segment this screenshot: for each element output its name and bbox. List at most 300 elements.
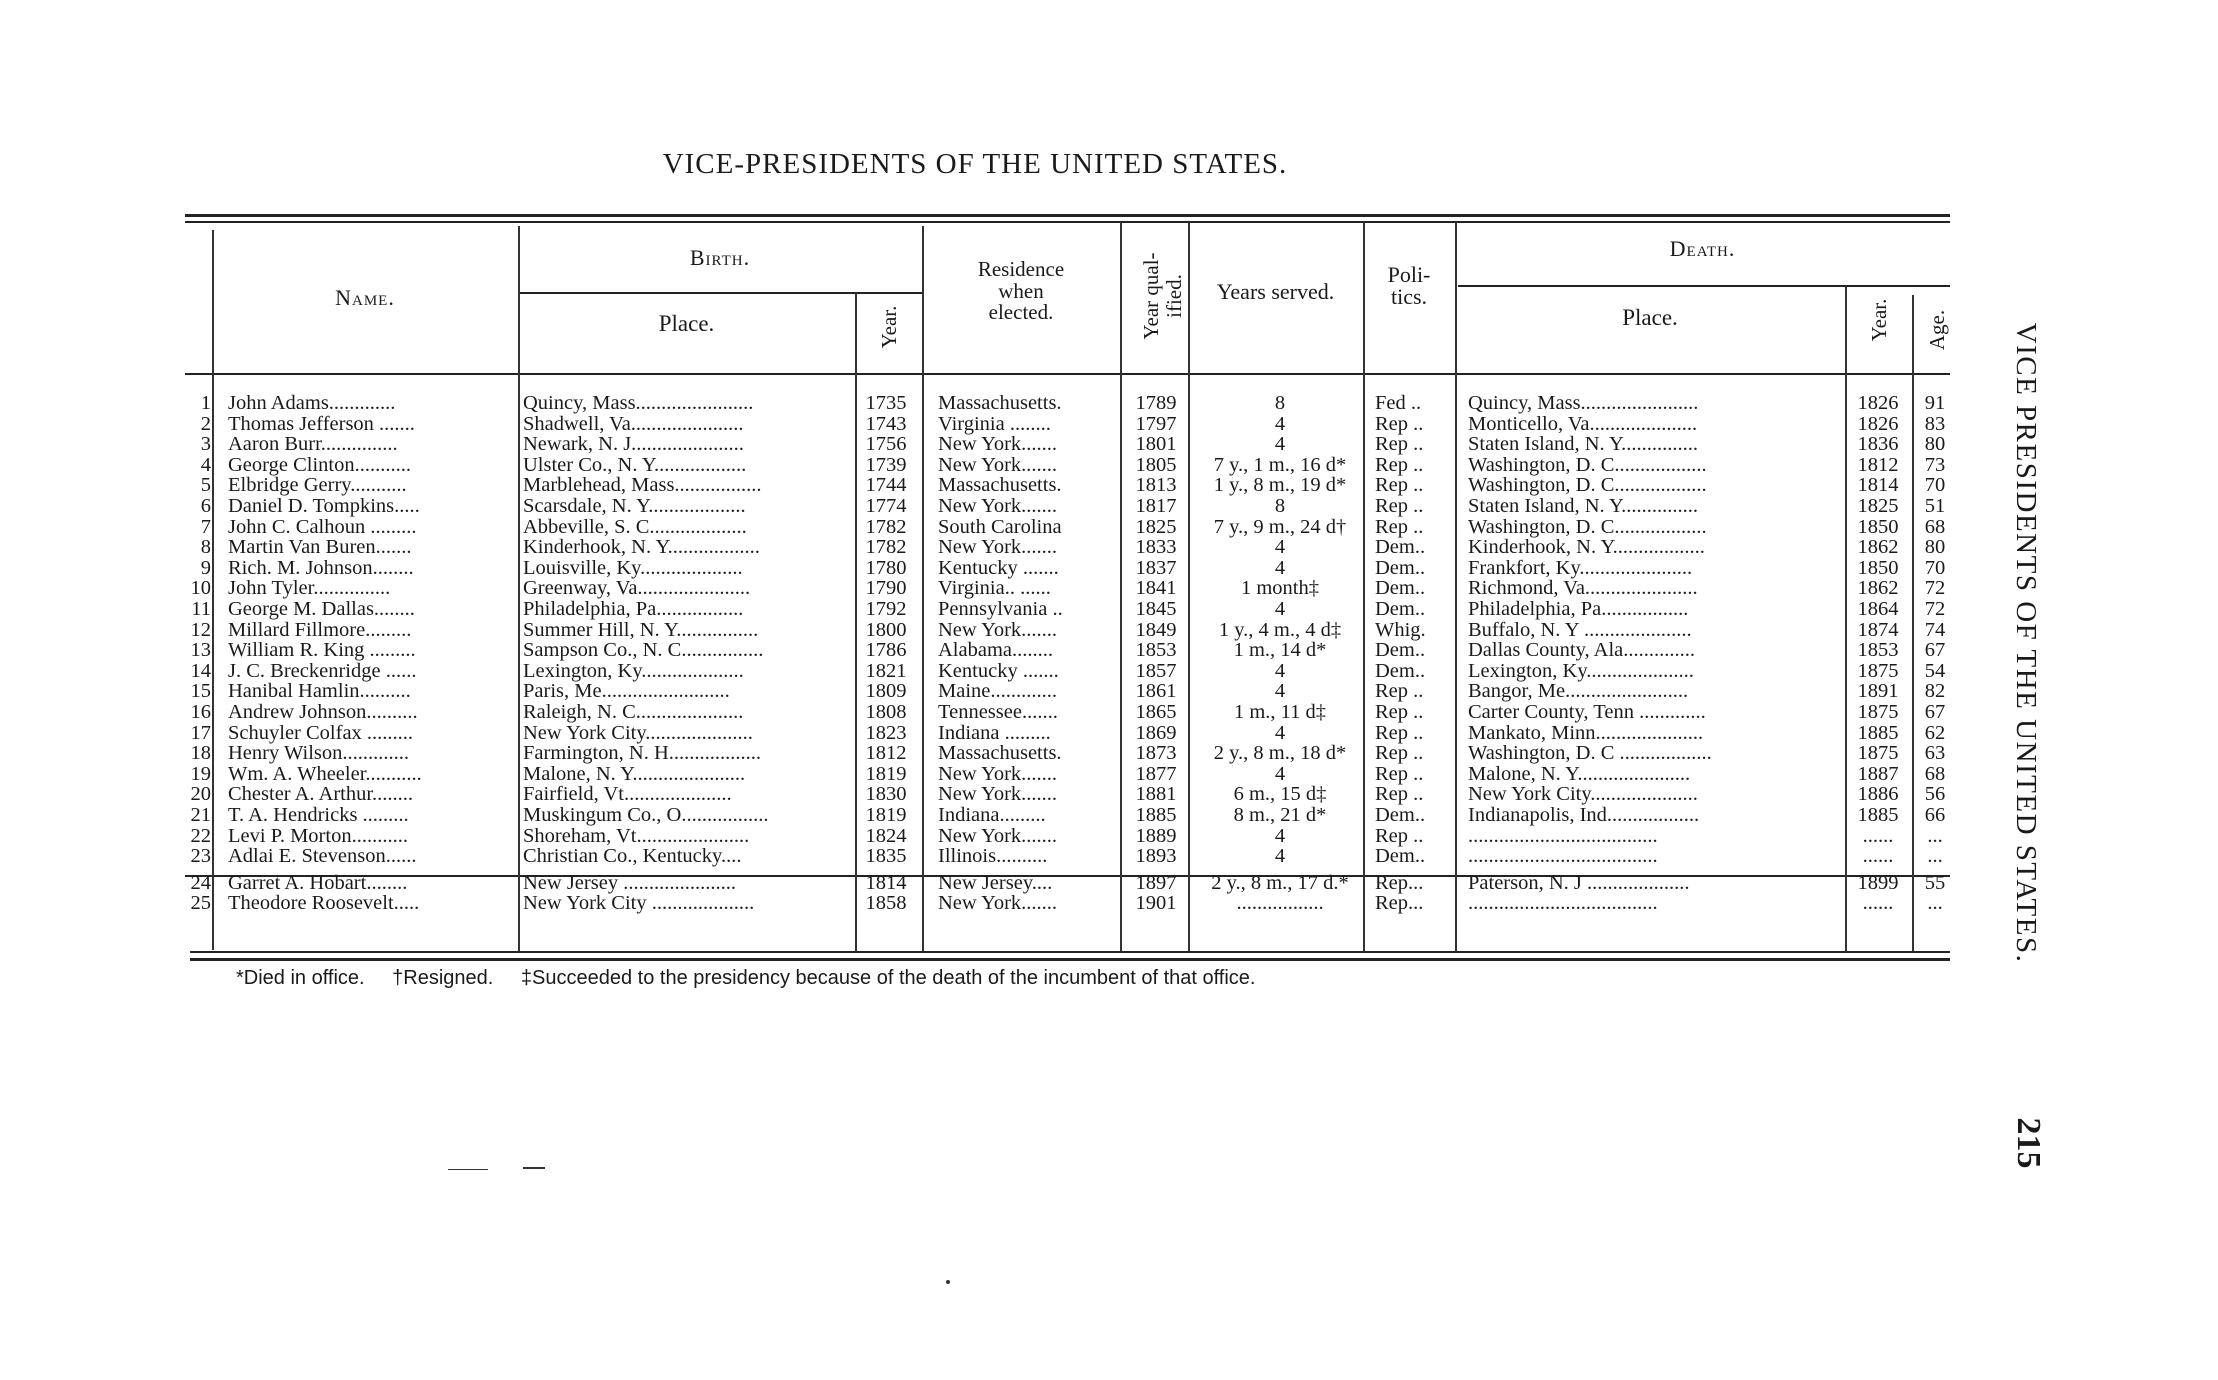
death-place: Frankfort, Ky...................... bbox=[1468, 557, 1693, 579]
birth-place: Philadelphia, Pa................. bbox=[523, 599, 744, 620]
birth-place: New York City..................... bbox=[523, 722, 753, 744]
birth-place: Paris, Me......................... bbox=[523, 681, 730, 703]
table-row bbox=[0, 414, 1960, 435]
table-row bbox=[0, 764, 1960, 785]
age-at-death: 74 bbox=[1924, 619, 1946, 641]
death-place: Washington, D. C.................. bbox=[1468, 475, 1707, 497]
year-qualified: 1885 bbox=[1135, 805, 1177, 826]
years-served: 4 bbox=[1274, 557, 1286, 579]
row-number: 9 bbox=[200, 557, 211, 579]
birth-place: Raleigh, N. C..................... bbox=[523, 702, 744, 723]
death-year: 1875 bbox=[1857, 702, 1899, 723]
row-number: 24 bbox=[190, 872, 211, 894]
politics: Rep... bbox=[1375, 893, 1424, 915]
residence: New York....... bbox=[938, 784, 1058, 806]
age-at-death: 51 bbox=[1924, 496, 1946, 517]
age-at-death: ... bbox=[1927, 825, 1943, 847]
residence: New York....... bbox=[938, 763, 1058, 785]
death-year: 1826 bbox=[1857, 413, 1899, 435]
year-qualified: 1849 bbox=[1135, 619, 1177, 641]
age-at-death: 80 bbox=[1924, 537, 1946, 559]
row-number: 20 bbox=[190, 784, 211, 806]
header-year-qualified-1: Year qual- bbox=[1139, 252, 1163, 340]
age-at-death: 56 bbox=[1924, 784, 1946, 806]
vp-name: John Adams............. bbox=[228, 393, 396, 414]
death-place: Richmond, Va...................... bbox=[1468, 578, 1698, 600]
death-place: Philadelphia, Pa................. bbox=[1468, 599, 1689, 620]
birth-year: 1744 bbox=[865, 475, 907, 497]
table-row bbox=[0, 496, 1960, 517]
table-row bbox=[0, 743, 1960, 764]
residence: New York....... bbox=[938, 619, 1058, 641]
table-row bbox=[0, 434, 1960, 455]
header-death: Death. bbox=[1669, 236, 1736, 261]
death-year: 1864 bbox=[1857, 599, 1899, 620]
vp-name: Hanibal Hamlin.......... bbox=[228, 681, 411, 703]
header-bottom-rule bbox=[185, 373, 1950, 375]
vp-name: Garret A. Hobart........ bbox=[228, 872, 408, 894]
birth-year: 1835 bbox=[865, 846, 907, 868]
years-served: 4 bbox=[1274, 434, 1286, 456]
row-number: 14 bbox=[190, 660, 211, 682]
footnotes bbox=[236, 967, 1256, 990]
age-at-death: 83 bbox=[1924, 413, 1946, 435]
death-year: 1814 bbox=[1857, 475, 1899, 497]
residence: New York....... bbox=[938, 496, 1058, 517]
politics: Rep .. bbox=[1375, 434, 1424, 456]
vp-name: Schuyler Colfax ......... bbox=[228, 722, 414, 744]
table-row bbox=[0, 599, 1960, 620]
death-place: ..................................... bbox=[1468, 893, 1658, 915]
birth-place: Scarsdale, N. Y................... bbox=[523, 496, 746, 517]
table-row bbox=[0, 702, 1960, 723]
birth-place: Lexington, Ky.................... bbox=[523, 660, 744, 682]
birth-place: Greenway, Va...................... bbox=[523, 578, 751, 600]
birth-place: Christian Co., Kentucky.... bbox=[523, 846, 742, 868]
header-year-qualified-2: ified. bbox=[1162, 274, 1186, 318]
row-number: 3 bbox=[200, 434, 211, 456]
birth-place: Ulster Co., N. Y.................. bbox=[523, 454, 747, 476]
politics: Fed .. bbox=[1375, 393, 1422, 414]
age-at-death: 72 bbox=[1924, 578, 1946, 600]
years-served: 4 bbox=[1274, 413, 1286, 435]
age-at-death: 68 bbox=[1924, 516, 1946, 538]
birth-year: 1824 bbox=[865, 825, 907, 847]
vp-name: Theodore Roosevelt..... bbox=[228, 893, 420, 915]
years-served: 4 bbox=[1274, 599, 1286, 620]
row-number: 11 bbox=[191, 599, 211, 620]
birth-place: Shoreham, Vt...................... bbox=[523, 825, 750, 847]
vp-name: Aaron Burr............... bbox=[228, 434, 398, 456]
year-qualified: 1861 bbox=[1135, 681, 1177, 703]
table-row bbox=[0, 393, 1960, 414]
years-served: 2 y., 8 m., 18 d* bbox=[1213, 743, 1347, 765]
years-served: 6 m., 15 d‡ bbox=[1233, 784, 1327, 806]
row-number: 22 bbox=[190, 825, 211, 847]
header-politics-line1: Poli- bbox=[1387, 262, 1431, 287]
politics: Rep .. bbox=[1375, 763, 1424, 785]
year-qualified: 1841 bbox=[1135, 578, 1177, 600]
residence: New Jersey.... bbox=[938, 872, 1053, 894]
vp-name: Daniel D. Tompkins..... bbox=[228, 496, 420, 517]
politics: Dem.. bbox=[1375, 640, 1426, 662]
birth-place: Marblehead, Mass................. bbox=[523, 475, 762, 497]
years-served: 4 bbox=[1274, 660, 1286, 682]
politics: Rep .. bbox=[1375, 681, 1424, 703]
politics: Dem.. bbox=[1375, 557, 1426, 579]
age-at-death: 66 bbox=[1924, 805, 1946, 826]
header-birth-year: Year. bbox=[877, 305, 901, 349]
table-row bbox=[0, 620, 1960, 641]
vp-name: John C. Calhoun ......... bbox=[228, 516, 417, 538]
vp-name: Levi P. Morton........... bbox=[228, 825, 408, 847]
birth-place: Farmington, N. H.................. bbox=[523, 743, 762, 765]
header-birth-place: Place. bbox=[658, 311, 715, 336]
vp-name: Martin Van Buren....... bbox=[228, 537, 412, 559]
death-year: 1885 bbox=[1857, 722, 1899, 744]
years-served: 4 bbox=[1274, 763, 1286, 785]
birth-year: 1792 bbox=[865, 599, 907, 620]
residence: South Carolina bbox=[938, 516, 1062, 538]
politics: Rep .. bbox=[1375, 784, 1424, 806]
death-place: Dallas County, Ala.............. bbox=[1468, 640, 1696, 662]
vp-name: Millard Fillmore......... bbox=[228, 619, 412, 641]
residence: Indiana......... bbox=[938, 805, 1046, 826]
years-served: 4 bbox=[1274, 681, 1286, 703]
politics: Dem.. bbox=[1375, 846, 1426, 868]
table-row bbox=[0, 640, 1960, 661]
age-at-death: 62 bbox=[1924, 722, 1946, 744]
age-at-death: 70 bbox=[1924, 475, 1946, 497]
birth-year: 1735 bbox=[865, 393, 907, 414]
politics: Rep .. bbox=[1375, 413, 1424, 435]
birth-year: 1814 bbox=[865, 872, 907, 894]
birth-year: 1812 bbox=[865, 743, 907, 765]
years-served: 8 bbox=[1274, 496, 1286, 517]
death-place: Buffalo, N. Y ..................... bbox=[1468, 619, 1692, 641]
footnote-succeeded: ‡Succeeded to the presidency because of the death of the incumbent of that office. bbox=[520, 967, 1256, 989]
birth-place: Newark, N. J...................... bbox=[523, 434, 744, 456]
age-at-death: 70 bbox=[1924, 557, 1946, 579]
death-place: Lexington, Ky..................... bbox=[1468, 660, 1694, 682]
row-number: 10 bbox=[190, 578, 211, 600]
table-row bbox=[0, 681, 1960, 702]
year-qualified: 1877 bbox=[1135, 763, 1177, 785]
stray-mark-2 bbox=[523, 1167, 545, 1169]
politics: Dem.. bbox=[1375, 537, 1426, 559]
age-at-death: 68 bbox=[1924, 763, 1946, 785]
row-number: 21 bbox=[190, 805, 211, 826]
vp-name: Andrew Johnson.......... bbox=[228, 702, 418, 723]
years-served: 7 y., 1 m., 16 d* bbox=[1213, 454, 1347, 476]
death-year: ...... bbox=[1862, 825, 1894, 847]
table-row bbox=[0, 805, 1960, 826]
death-place: Washington, D. C.................. bbox=[1468, 516, 1707, 538]
year-qualified: 1893 bbox=[1135, 846, 1177, 868]
death-year: 1887 bbox=[1857, 763, 1899, 785]
page-number-text: 215 bbox=[2010, 1117, 2047, 1169]
vp-name: Rich. M. Johnson........ bbox=[228, 557, 414, 579]
birth-place: Summer Hill, N. Y................ bbox=[523, 619, 759, 641]
table-row bbox=[0, 661, 1960, 682]
year-qualified: 1901 bbox=[1135, 893, 1177, 915]
death-place: Staten Island, N. Y............... bbox=[1468, 496, 1699, 517]
death-place: Quincy, Mass....................... bbox=[1468, 393, 1699, 414]
year-qualified: 1873 bbox=[1135, 743, 1177, 765]
age-at-death: 80 bbox=[1924, 434, 1946, 456]
death-year: 1891 bbox=[1857, 681, 1899, 703]
residence: Maine............. bbox=[938, 681, 1057, 703]
birth-year: 1782 bbox=[865, 516, 907, 538]
page-number bbox=[2002, 1118, 2052, 1168]
bottom-rule bbox=[190, 951, 1950, 953]
year-qualified: 1789 bbox=[1135, 393, 1177, 414]
year-qualified: 1801 bbox=[1135, 434, 1177, 456]
row-number: 8 bbox=[200, 537, 211, 559]
birth-year: 1780 bbox=[865, 557, 907, 579]
top-rule bbox=[185, 214, 1950, 217]
vp-name: Thomas Jefferson ....... bbox=[228, 413, 415, 435]
age-at-death: 63 bbox=[1924, 743, 1946, 765]
row-number: 5 bbox=[200, 475, 211, 497]
header-birth: Birth. bbox=[689, 245, 751, 270]
row-number: 6 bbox=[200, 496, 211, 517]
death-year: 1836 bbox=[1857, 434, 1899, 456]
row-number: 17 bbox=[190, 722, 211, 744]
birth-year: 1739 bbox=[865, 454, 907, 476]
death-year: 1850 bbox=[1857, 557, 1899, 579]
birth-year: 1782 bbox=[865, 537, 907, 559]
death-year: ...... bbox=[1862, 893, 1894, 915]
residence: New York....... bbox=[938, 454, 1058, 476]
age-at-death: 82 bbox=[1924, 681, 1946, 703]
years-served: 4 bbox=[1274, 846, 1286, 868]
politics: Rep .. bbox=[1375, 743, 1424, 765]
death-place: Washington, D. C .................. bbox=[1468, 743, 1712, 765]
table-row bbox=[0, 455, 1960, 476]
politics: Dem.. bbox=[1375, 599, 1426, 620]
years-served: 1 m., 14 d* bbox=[1233, 640, 1327, 662]
table-row bbox=[0, 784, 1960, 805]
birth-year: 1819 bbox=[865, 805, 907, 826]
years-served: 7 y., 9 m., 24 d† bbox=[1213, 516, 1347, 538]
header-residence-line2: when bbox=[998, 279, 1044, 303]
death-place: ..................................... bbox=[1468, 846, 1658, 868]
birth-year: 1821 bbox=[865, 660, 907, 682]
years-served: 8 m., 21 d* bbox=[1233, 805, 1327, 826]
table-row bbox=[0, 846, 1960, 867]
residence: New York....... bbox=[938, 537, 1058, 559]
politics: Rep .. bbox=[1375, 702, 1424, 723]
age-at-death: ... bbox=[1927, 846, 1943, 868]
year-qualified: 1869 bbox=[1135, 722, 1177, 744]
residence: Tennessee....... bbox=[938, 702, 1058, 723]
vp-name: George Clinton........... bbox=[228, 454, 411, 476]
header-name: Name. bbox=[335, 285, 395, 310]
vp-name: Wm. A. Wheeler........... bbox=[228, 763, 422, 785]
death-year: 1875 bbox=[1857, 743, 1899, 765]
birth-year: 1790 bbox=[865, 578, 907, 600]
table-row bbox=[0, 893, 1960, 914]
table-row bbox=[0, 475, 1960, 496]
birth-year: 1830 bbox=[865, 784, 907, 806]
year-qualified: 1857 bbox=[1135, 660, 1177, 682]
year-qualified: 1853 bbox=[1135, 640, 1177, 662]
row-number: 7 bbox=[200, 516, 211, 538]
death-year: 1812 bbox=[1857, 454, 1899, 476]
death-place: ..................................... bbox=[1468, 825, 1658, 847]
birth-place: New Jersey ...................... bbox=[523, 872, 736, 894]
death-place: Monticello, Va..................... bbox=[1468, 413, 1698, 435]
death-place: Bangor, Me........................ bbox=[1468, 681, 1689, 703]
year-qualified: 1817 bbox=[1135, 496, 1177, 517]
year-qualified: 1825 bbox=[1135, 516, 1177, 538]
death-place: Indianapolis, Ind.................. bbox=[1468, 805, 1700, 826]
table-row bbox=[0, 723, 1960, 744]
death-place: Mankato, Minn..................... bbox=[1468, 722, 1704, 744]
table-row bbox=[0, 873, 1960, 894]
birth-place: Quincy, Mass....................... bbox=[523, 393, 754, 414]
years-served: 4 bbox=[1274, 825, 1286, 847]
death-year: 1885 bbox=[1857, 805, 1899, 826]
years-served: 4 bbox=[1274, 537, 1286, 559]
header-years-served: Years served. bbox=[1216, 279, 1335, 304]
vp-name: J. C. Breckenridge ...... bbox=[228, 660, 417, 682]
age-at-death: 67 bbox=[1924, 640, 1946, 662]
row-number: 18 bbox=[190, 743, 211, 765]
death-year: 1850 bbox=[1857, 516, 1899, 538]
death-year: 1862 bbox=[1857, 578, 1899, 600]
row-number: 4 bbox=[200, 454, 211, 476]
death-place: Kinderhook, N. Y.................. bbox=[1468, 537, 1705, 559]
age-at-death: 73 bbox=[1924, 454, 1946, 476]
vp-name: John Tyler............... bbox=[228, 578, 391, 600]
vp-name: Elbridge Gerry........... bbox=[228, 475, 407, 497]
residence: Kentucky ....... bbox=[938, 557, 1059, 579]
vp-name: William R. King ......... bbox=[228, 640, 416, 662]
year-qualified: 1833 bbox=[1135, 537, 1177, 559]
table-row bbox=[0, 517, 1960, 538]
header-politics-line2: tics. bbox=[1390, 284, 1428, 309]
residence: Massachusetts. bbox=[938, 475, 1062, 497]
death-year: 1899 bbox=[1857, 872, 1899, 894]
bottom-rule-heavy bbox=[190, 958, 1950, 961]
row-number: 1 bbox=[200, 393, 211, 414]
death-year: 1886 bbox=[1857, 784, 1899, 806]
birth-place: Abbeville, S. C................... bbox=[523, 516, 747, 538]
row-number: 2 bbox=[200, 413, 211, 435]
age-at-death: 55 bbox=[1924, 872, 1946, 894]
death-year: 1825 bbox=[1857, 496, 1899, 517]
top-rule-inner bbox=[185, 221, 1950, 223]
birth-place: Kinderhook, N. Y.................. bbox=[523, 537, 760, 559]
year-qualified: 1881 bbox=[1135, 784, 1177, 806]
row-number: 15 bbox=[190, 681, 211, 703]
residence: New York....... bbox=[938, 434, 1058, 456]
politics: Rep .. bbox=[1375, 454, 1424, 476]
death-year: 1862 bbox=[1857, 537, 1899, 559]
birth-year: 1800 bbox=[865, 619, 907, 641]
birth-place: Shadwell, Va...................... bbox=[523, 413, 744, 435]
politics: Rep .. bbox=[1375, 475, 1424, 497]
table-row bbox=[0, 537, 1960, 558]
birth-year: 1809 bbox=[865, 681, 907, 703]
table-row bbox=[0, 558, 1960, 579]
row-number: 23 bbox=[190, 846, 211, 868]
residence: Alabama........ bbox=[938, 640, 1053, 662]
residence: Virginia.. ...... bbox=[938, 578, 1051, 600]
header-death-year: Year. bbox=[1867, 298, 1891, 342]
year-qualified: 1837 bbox=[1135, 557, 1177, 579]
side-running-head-text: VICE PRESIDENTS OF THE UNITED STATES. bbox=[2010, 322, 2042, 964]
row-number: 16 bbox=[190, 702, 211, 723]
table-row bbox=[0, 826, 1960, 847]
year-qualified: 1897 bbox=[1135, 872, 1177, 894]
vp-name: Henry Wilson............. bbox=[228, 743, 410, 765]
year-qualified: 1797 bbox=[1135, 413, 1177, 435]
residence: Massachusetts. bbox=[938, 743, 1062, 765]
row-number: 25 bbox=[190, 893, 211, 915]
death-place: Staten Island, N. Y............... bbox=[1468, 434, 1699, 456]
page-title: VICE-PRESIDENTS OF THE UNITED STATES. bbox=[662, 148, 1288, 180]
politics: Rep .. bbox=[1375, 516, 1424, 538]
death-place: Washington, D. C.................. bbox=[1468, 454, 1707, 476]
politics: Rep .. bbox=[1375, 825, 1424, 847]
birth-place: Malone, N. Y...................... bbox=[523, 763, 746, 785]
year-qualified: 1865 bbox=[1135, 702, 1177, 723]
death-year: 1874 bbox=[1857, 619, 1899, 641]
row-number: 13 bbox=[190, 640, 211, 662]
years-served: 2 y., 8 m., 17 d.* bbox=[1211, 872, 1349, 894]
stray-dot bbox=[946, 1280, 950, 1284]
vp-name: T. A. Hendricks ......... bbox=[228, 805, 409, 826]
politics: Rep .. bbox=[1375, 496, 1424, 517]
birth-year: 1819 bbox=[865, 763, 907, 785]
death-year: 1826 bbox=[1857, 393, 1899, 414]
age-at-death: ... bbox=[1927, 893, 1943, 915]
residence: New York....... bbox=[938, 893, 1058, 915]
age-at-death: 72 bbox=[1924, 599, 1946, 620]
politics: Dem.. bbox=[1375, 660, 1426, 682]
age-at-death: 54 bbox=[1924, 660, 1946, 682]
years-served: 1 y., 4 m., 4 d‡ bbox=[1218, 619, 1342, 641]
table-row bbox=[0, 578, 1960, 599]
age-at-death: 67 bbox=[1924, 702, 1946, 723]
year-qualified: 1813 bbox=[1135, 475, 1177, 497]
row-number: 19 bbox=[190, 763, 211, 785]
vp-name: George M. Dallas........ bbox=[228, 599, 415, 620]
death-year: 1853 bbox=[1857, 640, 1899, 662]
vp-name: Adlai E. Stevenson...... bbox=[228, 846, 417, 868]
header-residence-line1: Residence bbox=[977, 257, 1065, 281]
side-running-head bbox=[2012, 283, 2042, 1003]
birth-year: 1743 bbox=[865, 413, 907, 435]
vp-name: Chester A. Arthur........ bbox=[228, 784, 414, 806]
footnote-died: *Died in office. bbox=[236, 967, 365, 989]
years-served: 1 month‡ bbox=[1240, 578, 1320, 600]
residence: Illinois.......... bbox=[938, 846, 1048, 868]
residence: New York....... bbox=[938, 825, 1058, 847]
politics: Rep... bbox=[1375, 872, 1424, 894]
residence: Pennsylvania .. bbox=[938, 599, 1063, 620]
header-death-age: Age. bbox=[1925, 309, 1949, 351]
footnote-resigned: †Resigned. bbox=[392, 967, 494, 989]
death-place: New York City..................... bbox=[1468, 784, 1698, 806]
birth-subrule bbox=[520, 292, 922, 294]
death-place: Carter County, Tenn ............. bbox=[1468, 702, 1706, 723]
years-served: 1 m., 11 d‡ bbox=[1233, 702, 1327, 723]
politics: Whig. bbox=[1375, 619, 1426, 641]
